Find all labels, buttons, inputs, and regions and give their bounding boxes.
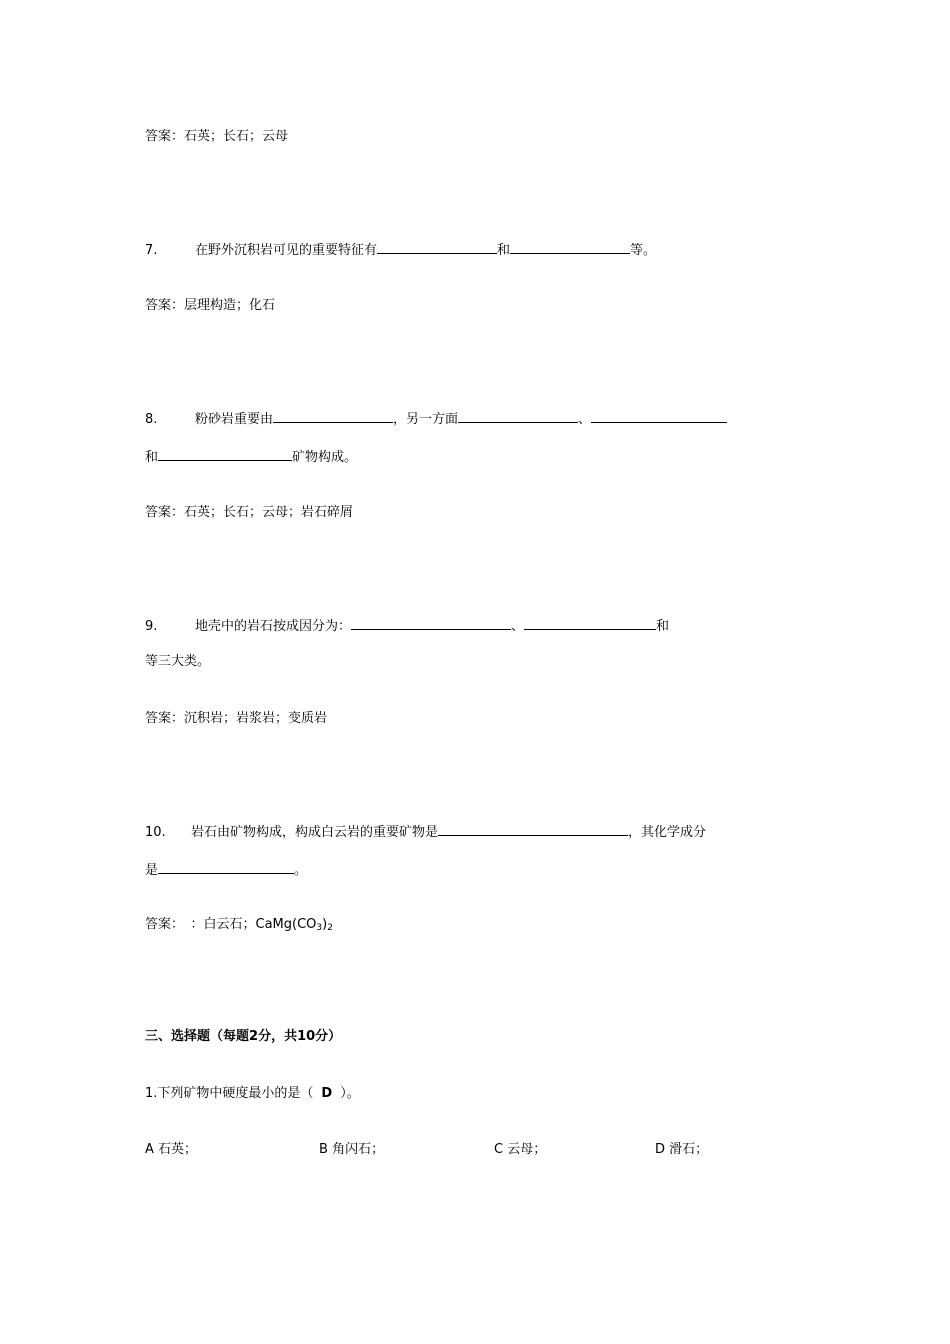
question-text: 地壳中的岩石按成因分为： [195, 619, 352, 634]
answer-7: 答案：层理构造；化石 [145, 298, 276, 313]
question-number: 10. [145, 825, 166, 840]
question-text: 和 [145, 450, 159, 465]
option-b[interactable] [319, 1141, 384, 1159]
answer-blank[interactable] [438, 822, 628, 836]
answer-blank[interactable] [351, 616, 511, 630]
section-title-part: 分，共 [258, 1029, 298, 1044]
option-letter: A [145, 1142, 154, 1157]
mc-question-1 [145, 1085, 360, 1103]
question-text: 下列矿物中硬度最小的是（ [157, 1086, 314, 1101]
question-text: 、 [511, 619, 525, 634]
option-text: 滑石； [669, 1142, 709, 1157]
chemical-formula [256, 917, 333, 932]
option-text: 石英； [158, 1142, 198, 1157]
section-title-part: 分） [315, 1029, 342, 1044]
answer-blank[interactable] [510, 240, 630, 254]
option-letter: C [494, 1142, 504, 1157]
question-text: 岩石由矿物构成，构成白云岩的重要矿物是 [191, 825, 439, 840]
answer-9: 答案：沉积岩；岩浆岩；变质岩 [145, 711, 328, 726]
section-title-number: 2 [249, 1029, 259, 1044]
answer-blank[interactable] [458, 409, 578, 423]
question-7 [145, 240, 656, 260]
question-text: 是 [145, 863, 159, 878]
section-title-part: 三、选择题（每题 [145, 1029, 250, 1044]
option-text: 云母； [507, 1142, 547, 1157]
option-c[interactable] [494, 1141, 546, 1159]
answer-8: 答案：石英；长石；云母；岩石碎屑 [145, 505, 354, 520]
question-8 [145, 409, 727, 429]
question-text: ，其化学成分 [628, 825, 707, 840]
section-title-number: 10 [297, 1029, 316, 1044]
answer-blank[interactable] [591, 409, 727, 423]
option-a[interactable] [145, 1141, 197, 1159]
answer-blank[interactable] [377, 240, 497, 254]
question-number: 9. [145, 619, 158, 634]
question-text: 。 [294, 863, 308, 878]
option-letter: B [319, 1142, 328, 1157]
answer-10 [145, 916, 333, 937]
answer-prefix: 答案： ：白云石； [145, 917, 256, 932]
question-10-line2 [145, 860, 307, 880]
answer-blank[interactable] [158, 447, 292, 461]
question-number: 1. [145, 1086, 158, 1101]
question-number: 7. [145, 243, 158, 258]
answer-blank[interactable] [158, 860, 294, 874]
formula-subscript: 3 [316, 923, 323, 933]
answer-blank[interactable] [273, 409, 393, 423]
formula-part: ) [322, 917, 328, 932]
question-10 [145, 822, 706, 842]
question-text: 矿物构成。 [292, 450, 358, 465]
question-text: 等。 [630, 243, 657, 258]
answer-6: 答案：石英；长石；云母 [145, 129, 289, 144]
question-9-line2: 等三大类。 [145, 654, 211, 669]
question-text: ）。 [340, 1086, 360, 1101]
question-text: 、 [578, 412, 592, 427]
answer-blank[interactable] [524, 616, 656, 630]
question-9 [145, 616, 669, 636]
question-text: ，另一方面 [393, 412, 459, 427]
question-text: 粉砂岩重要由 [195, 412, 274, 427]
question-text: 在野外沉积岩可见的重要特征有 [195, 243, 378, 258]
question-8-line2 [145, 447, 357, 467]
option-d[interactable] [655, 1141, 708, 1159]
mc-answer: D [321, 1086, 333, 1101]
question-number: 8. [145, 412, 158, 427]
option-letter: D [655, 1142, 666, 1157]
option-text: 角闪石； [332, 1142, 385, 1157]
formula-part: CaMg(CO [255, 917, 317, 932]
mc-options [145, 1141, 845, 1159]
question-text: 和 [656, 619, 670, 634]
formula-subscript: 2 [327, 923, 333, 933]
question-text: 和 [497, 243, 511, 258]
section-title [145, 1028, 341, 1046]
